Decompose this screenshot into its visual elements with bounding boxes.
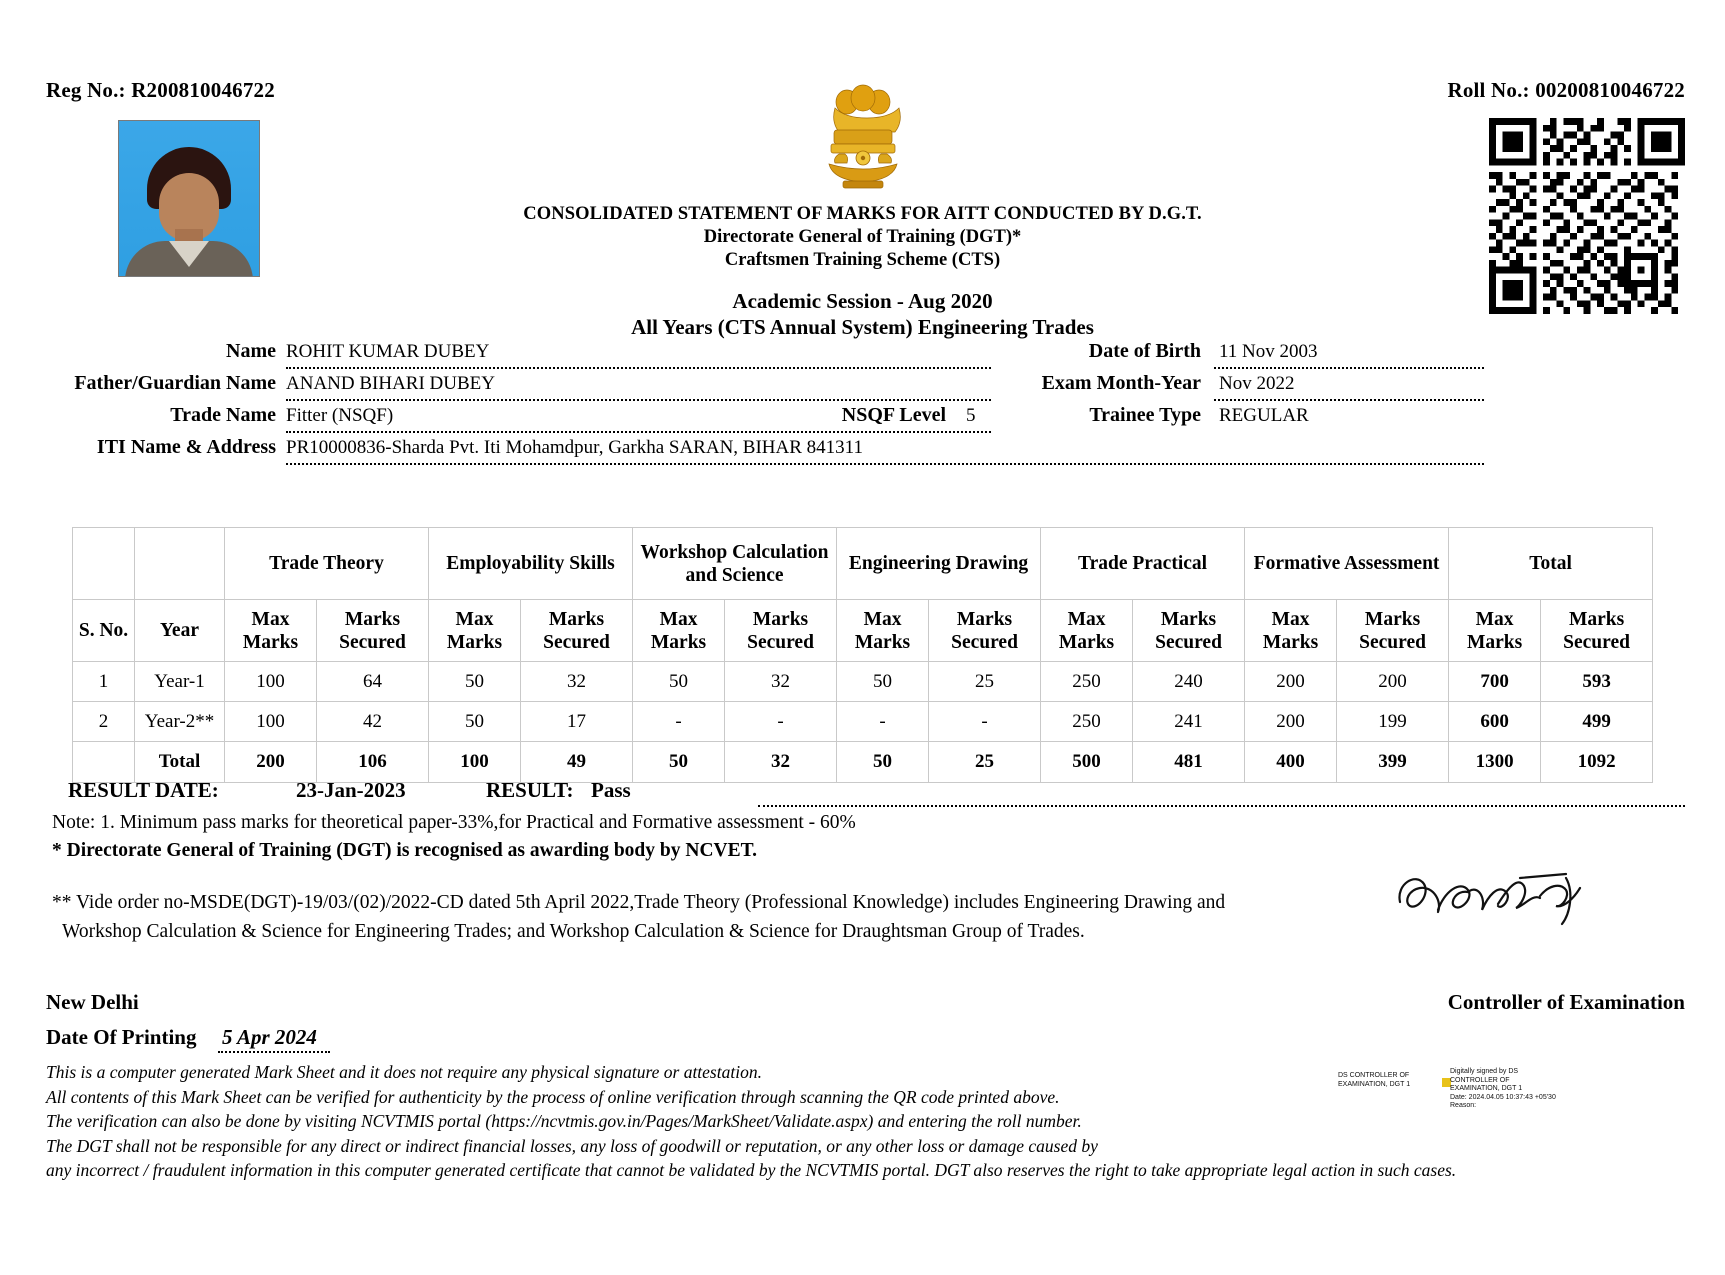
dsig-right-line3: EXAMINATION, DGT 1 bbox=[1450, 1085, 1523, 1092]
issuing-authority: Directorate General of Training (DGT)* bbox=[703, 227, 1022, 247]
subheader-secured-5: Marks Secured bbox=[1337, 600, 1449, 662]
subheader-max-0: Max Marks bbox=[225, 600, 317, 662]
scheme-name: Craftsmen Training Scheme (CTS) bbox=[724, 250, 1001, 270]
dob-underline bbox=[1214, 367, 1484, 369]
handwritten-signature bbox=[1390, 862, 1610, 932]
subheader-secured-0: Marks Secured bbox=[317, 600, 429, 662]
cell-r1-c3: 17 bbox=[521, 702, 633, 742]
particulars-row-trade bbox=[46, 402, 1685, 434]
cell-r0-c9: 240 bbox=[1133, 662, 1245, 702]
father-underline bbox=[286, 399, 991, 401]
cell-r0-total-secured: 593 bbox=[1541, 662, 1653, 702]
subheader-secured-total: Marks Secured bbox=[1541, 600, 1653, 662]
cell-r0-c7: 25 bbox=[929, 662, 1041, 702]
cell-r1-c4: - bbox=[633, 702, 725, 742]
trade-underline bbox=[286, 431, 991, 433]
dsig-right-line2: CONTROLLER OF bbox=[1450, 1076, 1510, 1084]
blank-header-year bbox=[135, 528, 225, 600]
note-vide-order-line1: ** Vide order no-MSDE(DGT)-19/03/(02)/2022-CD dated 5th April 2022,Trade Theory (Professional Knowledge) includes Engineering Drawing and bbox=[52, 892, 1226, 913]
cell-r1-c6: - bbox=[837, 702, 929, 742]
registration-number: Reg No.: R200810046722 bbox=[46, 78, 275, 102]
header-employability-skills: Employability Skills bbox=[429, 528, 633, 600]
page-title: CONSOLIDATED STATEMENT OF MARKS FOR AITT CONDUCTED BY D.G.T. bbox=[523, 204, 1202, 224]
subheader-max-2: Max Marks bbox=[633, 600, 725, 662]
trade-value: Fitter (NSQF) bbox=[286, 405, 394, 426]
cell-t-c3: 49 bbox=[521, 742, 633, 783]
cell-t-c11: 399 bbox=[1337, 742, 1449, 783]
disclaimer-line-4: The DGT shall not be responsible for any direct or indirect financial losses, any loss of goodwill or reputation, or any other loss or damage caused by bbox=[46, 1135, 1098, 1156]
note-awarding-body: * Directorate General of Training (DGT) is recognised as awarding body by NCVET. bbox=[52, 840, 758, 861]
subheader-max-5: Max Marks bbox=[1245, 600, 1337, 662]
exam-month-year-label: Exam Month-Year bbox=[1041, 372, 1201, 394]
header-total: Total bbox=[1449, 528, 1653, 600]
father-label: Father/Guardian Name bbox=[74, 372, 276, 394]
header-engineering-drawing: Engineering Drawing bbox=[837, 528, 1041, 600]
cell-r0-c6: 50 bbox=[837, 662, 929, 702]
subheader-max-4: Max Marks bbox=[1041, 600, 1133, 662]
iti-value: PR10000836-Sharda Pvt. Iti Mohamdpur, Garkha SARAN, BIHAR 841311 bbox=[286, 437, 863, 458]
name-underline bbox=[286, 367, 991, 369]
india-state-emblem-icon bbox=[817, 78, 909, 198]
disclaimer-line-2: All contents of this Mark Sheet can be verified for authenticity by the process of online verification through scanning the QR code printed above. bbox=[46, 1086, 1060, 1107]
cell-year: Year-1 bbox=[135, 662, 225, 702]
disclaimer-line-5: any incorrect / fraudulent information in this computer generated certificate that cannot be validated by the NCVTMIS portal. DGT also reserves the right to take appropriate legal action in such cases. bbox=[46, 1160, 1457, 1180]
result-date-label: RESULT DATE: bbox=[68, 778, 219, 802]
header-year: Year bbox=[135, 600, 225, 662]
cell-t-c8: 500 bbox=[1041, 742, 1133, 783]
header-trade-theory: Trade Theory bbox=[225, 528, 429, 600]
cell-r1-c9: 241 bbox=[1133, 702, 1245, 742]
father-value: ANAND BIHARI DUBEY bbox=[286, 373, 495, 394]
header-formative-assessment: Formative Assessment bbox=[1245, 528, 1449, 600]
nsqf-level-value: 5 bbox=[966, 405, 976, 426]
cell-t-c4: 50 bbox=[633, 742, 725, 783]
cell-total-sno bbox=[73, 742, 135, 783]
marks-table bbox=[72, 527, 1653, 783]
cell-r0-c8: 250 bbox=[1041, 662, 1133, 702]
iti-underline bbox=[286, 463, 1484, 465]
subheader-secured-2: Marks Secured bbox=[725, 600, 837, 662]
result-underline bbox=[758, 805, 1685, 807]
dsig-right-line1: Digitally signed by DS bbox=[1450, 1068, 1519, 1075]
cell-r0-c10: 200 bbox=[1245, 662, 1337, 702]
cell-r1-total-secured: 499 bbox=[1541, 702, 1653, 742]
result-summary bbox=[46, 778, 1685, 808]
cell-t-c10: 400 bbox=[1245, 742, 1337, 783]
cell-r1-c8: 250 bbox=[1041, 702, 1133, 742]
table-row bbox=[73, 662, 1653, 702]
cell-r1-c10: 200 bbox=[1245, 702, 1337, 742]
dob-label: Date of Birth bbox=[1088, 340, 1201, 362]
subheader-max-3: Max Marks bbox=[837, 600, 929, 662]
document-title-block bbox=[0, 203, 1725, 272]
cell-r0-c11: 200 bbox=[1337, 662, 1449, 702]
cell-r0-c1: 64 bbox=[317, 662, 429, 702]
name-value: ROHIT KUMAR DUBEY bbox=[286, 341, 490, 362]
cell-t-c6: 50 bbox=[837, 742, 929, 783]
header-workshop-calculation: Workshop Calculation and Science bbox=[633, 528, 837, 600]
particulars-row-name bbox=[46, 338, 1685, 370]
cell-t-total-max: 1300 bbox=[1449, 742, 1541, 783]
subheader-secured-4: Marks Secured bbox=[1133, 600, 1245, 662]
trade-system: All Years (CTS Annual System) Engineering Trades bbox=[631, 315, 1094, 339]
dob-value: 11 Nov 2003 bbox=[1219, 341, 1318, 362]
trainee-type-label: Trainee Type bbox=[1089, 404, 1201, 426]
subheader-max-total: Max Marks bbox=[1449, 600, 1541, 662]
note-vide-order-line2: Workshop Calculation & Science for Engineering Trades; and Workshop Calculation & Science for Draughtsman Group of Trades. bbox=[62, 921, 1085, 942]
cell-r1-c1: 42 bbox=[317, 702, 429, 742]
header-trade-practical: Trade Practical bbox=[1041, 528, 1245, 600]
cell-r0-c4: 50 bbox=[633, 662, 725, 702]
disclaimer-block bbox=[46, 1060, 1506, 1183]
table-group-header-row bbox=[73, 528, 1653, 600]
result-value: Pass bbox=[591, 778, 631, 802]
controller-of-examination: Controller of Examination bbox=[1447, 990, 1685, 1014]
blank-header-sno bbox=[73, 528, 135, 600]
cell-r0-total-max: 700 bbox=[1449, 662, 1541, 702]
trainee-type-value: REGULAR bbox=[1219, 405, 1309, 426]
table-total-row bbox=[73, 742, 1653, 783]
academic-session: Academic Session - Aug 2020 bbox=[732, 289, 993, 313]
digital-signature-stamp bbox=[1338, 1068, 1560, 1110]
result-date-value: 23-Jan-2023 bbox=[296, 778, 406, 802]
date-of-printing-label: Date Of Printing bbox=[46, 1025, 197, 1049]
place-of-issue: New Delhi bbox=[46, 990, 139, 1014]
digital-signature-subject bbox=[1338, 1072, 1442, 1089]
cell-sno: 2 bbox=[73, 702, 135, 742]
cell-r0-c5: 32 bbox=[725, 662, 837, 702]
trade-label: Trade Name bbox=[170, 404, 276, 426]
nsqf-level-label: NSQF Level bbox=[841, 404, 946, 426]
roll-number: Roll No.: 00200810046722 bbox=[1447, 78, 1685, 102]
cell-t-c1: 106 bbox=[317, 742, 429, 783]
particulars-row-father bbox=[46, 370, 1685, 402]
cell-r0-c3: 32 bbox=[521, 662, 633, 702]
cell-t-c0: 200 bbox=[225, 742, 317, 783]
cell-total-label: Total bbox=[135, 742, 225, 783]
note-pass-marks: Note: 1. Minimum pass marks for theoretical paper-33%,for Practical and Formative assessment - 60% bbox=[52, 812, 856, 833]
header-sno: S. No. bbox=[73, 600, 135, 662]
disclaimer-line-1: This is a computer generated Mark Sheet and it does not require any physical signature or attestation. bbox=[46, 1062, 762, 1082]
candidate-particulars bbox=[46, 338, 1685, 466]
subheader-secured-1: Marks Secured bbox=[521, 600, 633, 662]
date-of-printing-value: 5 Apr 2024 bbox=[222, 1025, 317, 1049]
cell-r0-c2: 50 bbox=[429, 662, 521, 702]
cell-r1-c5: - bbox=[725, 702, 837, 742]
cell-t-total-secured: 1092 bbox=[1541, 742, 1653, 783]
date-of-printing-underline bbox=[218, 1051, 330, 1053]
cell-r1-total-max: 600 bbox=[1449, 702, 1541, 742]
result-label: RESULT: bbox=[486, 778, 574, 802]
exam-month-year-value: Nov 2022 bbox=[1219, 373, 1295, 394]
iti-label: ITI Name & Address bbox=[96, 436, 276, 458]
name-label: Name bbox=[226, 340, 276, 362]
cell-t-c9: 481 bbox=[1133, 742, 1245, 783]
digital-signature-details bbox=[1450, 1068, 1560, 1111]
cell-r1-c11: 199 bbox=[1337, 702, 1449, 742]
session-block bbox=[0, 288, 1725, 340]
cell-t-c5: 32 bbox=[725, 742, 837, 783]
table-row bbox=[73, 702, 1653, 742]
cell-sno: 1 bbox=[73, 662, 135, 702]
dsig-left-line2: EXAMINATION, DGT 1 bbox=[1338, 1080, 1411, 1088]
note-vide-order bbox=[52, 888, 1312, 946]
particulars-row-iti bbox=[46, 434, 1685, 466]
dsig-right-line5: Reason: bbox=[1450, 1102, 1477, 1109]
subheader-secured-3: Marks Secured bbox=[929, 600, 1041, 662]
dsig-left-line1: DS CONTROLLER OF bbox=[1338, 1072, 1410, 1079]
cell-r1-c2: 50 bbox=[429, 702, 521, 742]
cell-t-c2: 100 bbox=[429, 742, 521, 783]
cell-t-c7: 25 bbox=[929, 742, 1041, 783]
subheader-max-1: Max Marks bbox=[429, 600, 521, 662]
exam-underline bbox=[1214, 399, 1484, 401]
cell-r1-c0: 100 bbox=[225, 702, 317, 742]
dsig-right-line4: Date: 2024.04.05 10:37:43 +05'30 bbox=[1450, 1093, 1556, 1101]
cell-r1-c7: - bbox=[929, 702, 1041, 742]
disclaimer-line-3: The verification can also be done by visiting NCVTMIS portal (https://ncvtmis.gov.in/Pages/MarkSheet/Validate.aspx) and entering the roll number. bbox=[46, 1111, 1082, 1131]
cell-year: Year-2** bbox=[135, 702, 225, 742]
cell-r0-c0: 100 bbox=[225, 662, 317, 702]
table-sub-header-row bbox=[73, 600, 1653, 662]
